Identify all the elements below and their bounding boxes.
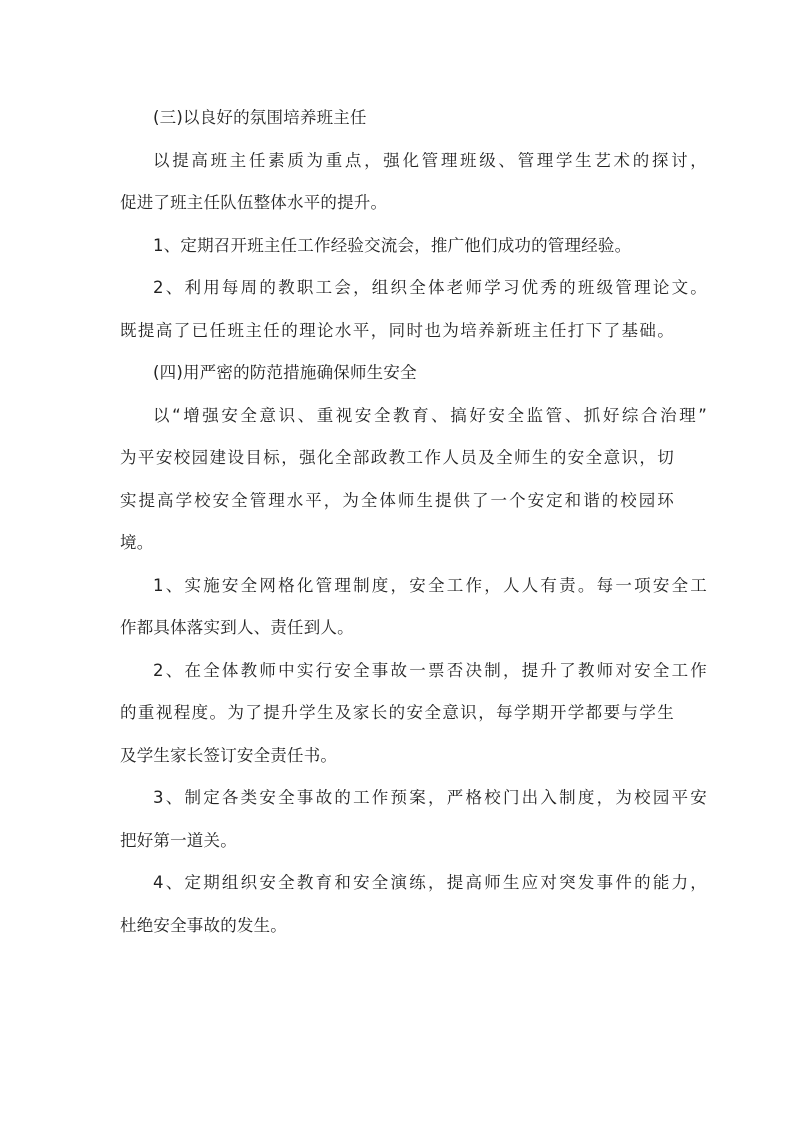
section-heading-4: (四)用严密的防范措施确保师生安全 xyxy=(153,363,417,382)
list-item-line: 把好第一道关。 xyxy=(120,830,237,850)
list-item-line: 的重视程度。为了提升学生及家长的安全意识，每学期开学都要与学生 xyxy=(120,703,674,722)
list-item-line: 3、制定各类安全事故的工作预案，严格校门出入制度，为校园平安 xyxy=(153,788,707,807)
list-item-line: 4、定期组织安全教育和安全演练，提高师生应对突发事件的能力， xyxy=(153,873,707,892)
list-item-line: 既提高了已任班主任的理论水平，同时也为培养新班主任打下了基础。 xyxy=(120,320,674,340)
paragraph-line: 促进了班主任队伍整体水平的提升。 xyxy=(120,193,388,212)
paragraph-line: 实提高学校安全管理水平，为全体师生提供了一个安定和谐的校园环 xyxy=(120,490,674,510)
list-item-line: 1、定期召开班主任工作经验交流会，推广他们成功的管理经验。 xyxy=(153,235,632,255)
list-item-line: 2、在全体教师中实行安全事故一票否决制，提升了教师对安全工作 xyxy=(153,660,707,680)
list-item-line: 杜绝安全事故的发生。 xyxy=(120,915,287,935)
paragraph-line: 以“增强安全意识、重视安全教育、搞好安全监管、抓好综合治理” xyxy=(153,405,707,425)
document-page xyxy=(120,97,707,947)
section-heading-3: (三)以良好的氛围培养班主任 xyxy=(153,108,367,127)
paragraph-line: 为平安校园建设目标，强化全部政教工作人员及全师生的安全意识，切 xyxy=(120,448,674,467)
paragraph-line: 以提高班主任素质为重点，强化管理班级、管理学生艺术的探讨， xyxy=(153,150,707,170)
list-item-line: 及学生家长签订安全责任书。 xyxy=(120,745,338,765)
list-item-line: 1、实施安全网格化管理制度，安全工作，人人有责。每一项安全工 xyxy=(153,575,707,595)
paragraph-line: 境。 xyxy=(120,533,154,552)
list-item-line: 2、利用每周的教职工会，组织全体老师学习优秀的班级管理论文。 xyxy=(153,278,707,297)
list-item-line: 作都具体落实到人、责任到人。 xyxy=(120,618,354,637)
